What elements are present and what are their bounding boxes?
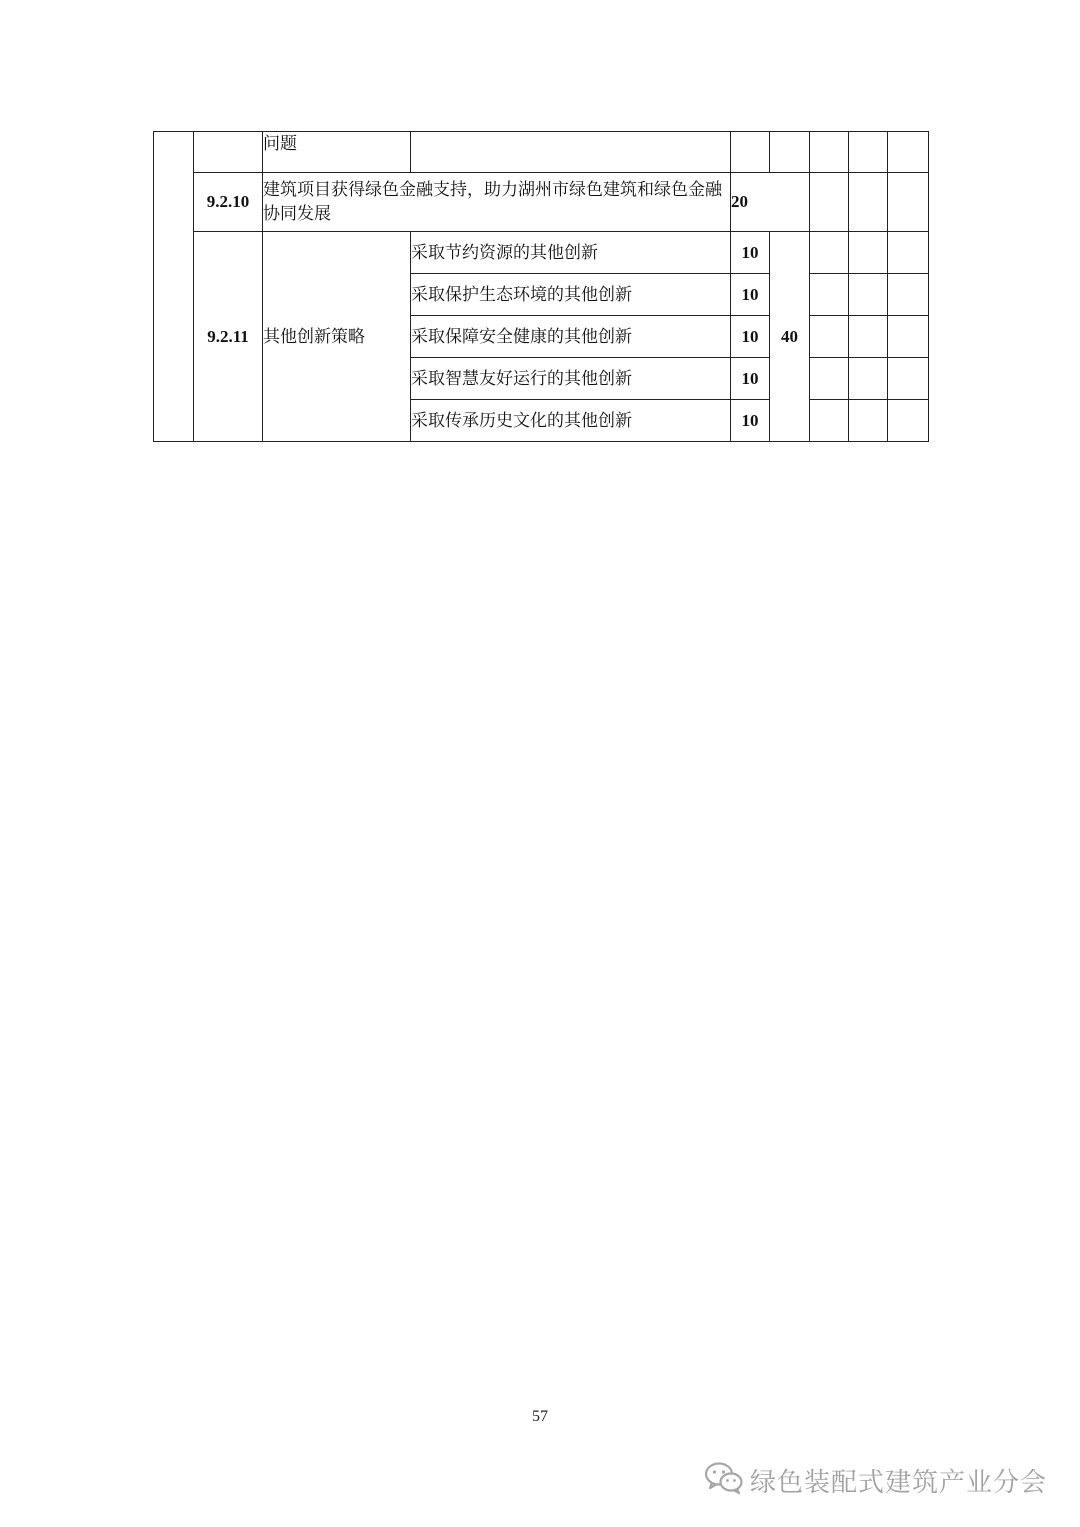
sub-item-score: 10 <box>731 274 770 316</box>
code-cell <box>194 132 263 173</box>
sub-item-score: 10 <box>731 358 770 400</box>
watermark <box>704 1460 1047 1500</box>
blank-cell <box>849 173 888 232</box>
item-detail-cell <box>411 132 731 173</box>
sub-item-label: 采取保障安全健康的其他创新 <box>411 316 731 358</box>
strategy-total-score: 40 <box>770 232 810 442</box>
blank-cell <box>849 400 888 442</box>
blank-cell <box>810 358 849 400</box>
item-score: 20 <box>731 173 810 232</box>
sub-item-label: 采取智慧友好运行的其他创新 <box>411 358 731 400</box>
blank-cell <box>888 274 929 316</box>
blank-cell <box>888 232 929 274</box>
blank-cell <box>888 316 929 358</box>
blank-cell <box>849 232 888 274</box>
sub-item-label: 采取保护生态环境的其他创新 <box>411 274 731 316</box>
score-cell <box>731 132 770 173</box>
blank-cell <box>888 400 929 442</box>
item-description: 建筑项目获得绿色金融支持，助力湖州市绿色建筑和绿色金融协同发展 <box>263 173 731 232</box>
blank-cell <box>810 132 849 173</box>
table-row <box>154 173 929 232</box>
blank-cell <box>888 358 929 400</box>
blank-cell <box>849 274 888 316</box>
blank-cell <box>810 173 849 232</box>
sub-item-score: 10 <box>731 232 770 274</box>
wechat-icon <box>704 1461 744 1499</box>
item-label: 问题 <box>263 134 297 154</box>
strategy-label: 其他创新策略 <box>263 232 411 442</box>
sub-item-label: 采取节约资源的其他创新 <box>411 232 731 274</box>
score-total-cell <box>770 132 810 173</box>
blank-cell <box>849 132 888 173</box>
item-code: 9.2.10 <box>194 173 263 232</box>
score-table <box>153 131 929 442</box>
blank-cell <box>849 316 888 358</box>
blank-cell <box>810 316 849 358</box>
blank-cell <box>888 132 929 173</box>
blank-cell <box>810 400 849 442</box>
item-label-cell <box>263 132 411 173</box>
sub-item-score: 10 <box>731 316 770 358</box>
blank-cell <box>849 358 888 400</box>
blank-cell <box>888 173 929 232</box>
watermark-text: 绿色装配式建筑产业分会 <box>750 1467 1048 1498</box>
sub-item-label: 采取传承历史文化的其他创新 <box>411 400 731 442</box>
blank-cell <box>810 232 849 274</box>
table-row <box>154 132 929 173</box>
sub-item-score: 10 <box>731 400 770 442</box>
item-code: 9.2.11 <box>194 232 263 442</box>
table-row <box>154 232 929 274</box>
blank-cell <box>810 274 849 316</box>
page-number: 57 <box>532 1408 548 1425</box>
category-cell <box>154 132 194 442</box>
